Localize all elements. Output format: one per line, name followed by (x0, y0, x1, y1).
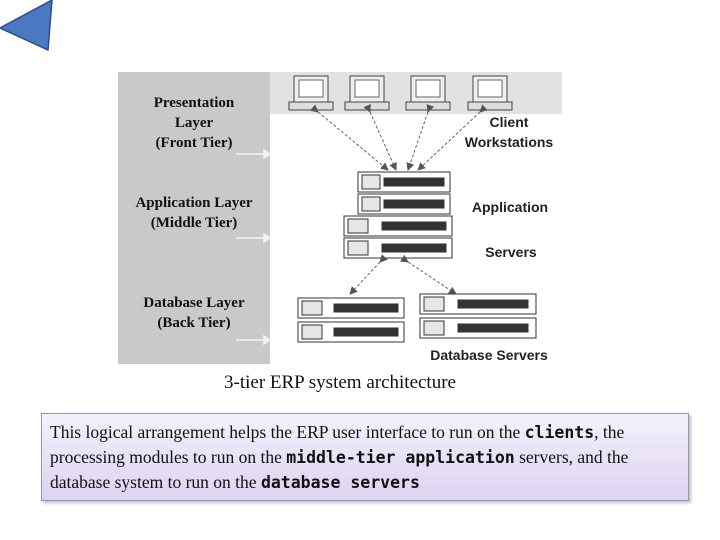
application-label: Application (471, 199, 549, 215)
note-text: , the processing modules to run on the (50, 422, 625, 467)
app-server-icon (344, 216, 452, 258)
workstation-icon (289, 76, 333, 110)
workstation-icon (468, 76, 512, 110)
note-bold-database-servers: database servers (260, 473, 420, 492)
db-server-icon (420, 294, 536, 338)
app-server-icon (358, 172, 450, 214)
client-workstations-label: Client Workstations (464, 114, 554, 150)
database-layer-label: Database Layer (Back Tier) (143, 295, 245, 331)
servers-label: Servers (485, 244, 537, 260)
application-layer-label: Application Layer (Middle Tier) (135, 195, 253, 231)
note-text: This logical arrangement helps the ERP user interface to run on the (50, 422, 525, 442)
layer-pointer-arrows (236, 150, 270, 344)
db-link-lines (350, 262, 456, 294)
database-servers-label: Database Servers (430, 347, 548, 363)
presentation-layer-label: Presentation Layer (Front Tier) (153, 95, 235, 151)
architecture-diagram (118, 72, 562, 364)
corner-triangle-icon (0, 0, 60, 60)
note-bold-clients: clients (524, 423, 595, 442)
note-text: servers, and the database system to run on the (50, 447, 629, 492)
explanation-box (41, 413, 689, 501)
workstation-icon (345, 76, 389, 110)
note-bold-middle-tier: middle-tier application (286, 448, 515, 467)
workstation-icon (406, 76, 450, 110)
figure-caption: 3-tier ERP system architecture (224, 372, 456, 393)
db-server-icon (298, 298, 404, 342)
